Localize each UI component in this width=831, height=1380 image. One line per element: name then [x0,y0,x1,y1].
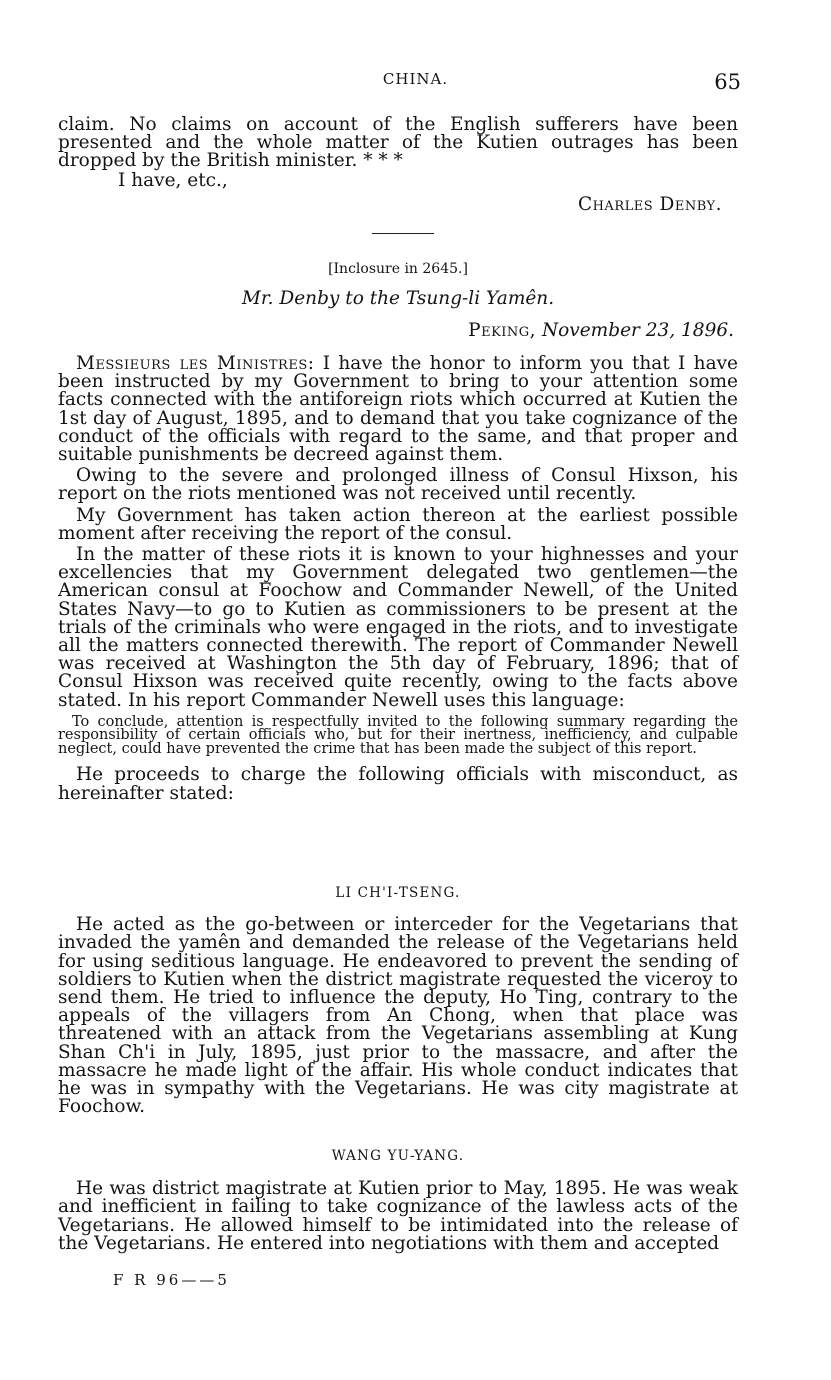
dateline-date: November 23, 1896. [541,320,734,342]
opening-paragraph: claim. No claims on account of the English sufferers have been presented and the whole matter of the Kutien outrages has been dropped by the British minister. * * * [58,114,738,172]
official-description: He acted as the go-between or interceder for the Vegetarians that invaded the yamên and demanded the release of the Vegetarians held for using seditious language. He endeavored to prevent the sending of soldiers to Kutien when the district magistrate requested the viceroy to send them. He tried to influence the deputy, Ho Ting, contrary to the appeals of the villagers from An Chong, when that place was threatened with an attack from the Vegetarians assembling at Kung Shan Ch'i in July, 1895, just prior to the massacre, and after the massacre he made light of the affair. His whole conduct indicates that he was in sympathy with the Vegetarians. He was city magistrate at Foochow. [58,914,738,1118]
inclosure-block [58,262,738,340]
page-number: 65 [714,70,741,94]
dateline-place: Peking, [468,320,537,342]
official-name-heading: LI CH'I-TSENG. [335,885,461,901]
letter-paragraph-3: My Government has taken action thereon at the earliest possible moment after receiving the report of the consul. [58,504,738,544]
inclosure-title: Mr. Denby to the Tsung-li Yamên. [241,288,555,309]
running-head-title: CHINA. [382,70,449,88]
inclosure-label: [Inclosure in 2645.] [328,261,468,277]
letter-paragraph-1 [58,355,738,464]
separator-rule [372,233,434,234]
complimentary-closing: I have, etc., [118,169,228,191]
dateline [58,322,738,340]
official-section-2 [58,1147,738,1253]
block-quote: To conclude, attention is respectfully invited to the following summary regarding the responsibility of certain officials who, but for their inertness, inefficiency, and culpable neglect, could have prevented the crime that has been made the subject of this report. [58,713,738,757]
signature-mark: F R 96——5 [113,1271,230,1289]
letter-body [58,355,738,803]
paragraph-1-text: I have the honor to inform you that I have been instructed by my Government to bring to your attention some facts connected with the antiforeign riots which occurred at Kutien the 1st day of August, 1895, and to demand that you take cognizance of the conduct of the officials with regard to the same, and that proper and suitable punishments be decreed against them. [58,353,738,466]
official-name-heading: WANG YU-YANG. [331,1148,465,1164]
official-section-1 [58,884,738,1116]
salutation: Messieurs les Ministres: [76,353,315,374]
letter-paragraph-4: In the matter of these riots it is known to your highnesses and your excellencies that my Government delegated two gentlemen—the American consul at Foochow and Commander Newell, of the United States Navy—to go to Kutien as commissioners to be present at the trials of the criminals who were engaged in the riots, and to investigate all the matters connected therewith. The report of Commander Newell was received at Washington the 5th day of February, 1896; that of Consul Hixson was received quite recently, owing to the facts above stated. In his report Commander Newell uses this language: [58,544,738,711]
letter-paragraph-2: Owing to the severe and prolonged illness of Consul Hixson, his report on the riots mentioned was not received until recently. [58,465,738,505]
signature: Charles Denby. [577,193,722,215]
letter-paragraph-5: He proceeds to charge the following officials with misconduct, as hereinafter stated: [58,764,738,804]
official-description: He was district magistrate at Kutien prior to May, 1895. He was weak and inefficient in failing to take cognizance of the lawless acts of the Vegetarians. He allowed himself to be intimidated into the release of the Vegetarians. He entered into negotiations with them and accepted [58,1178,738,1254]
opening-block [58,116,738,214]
